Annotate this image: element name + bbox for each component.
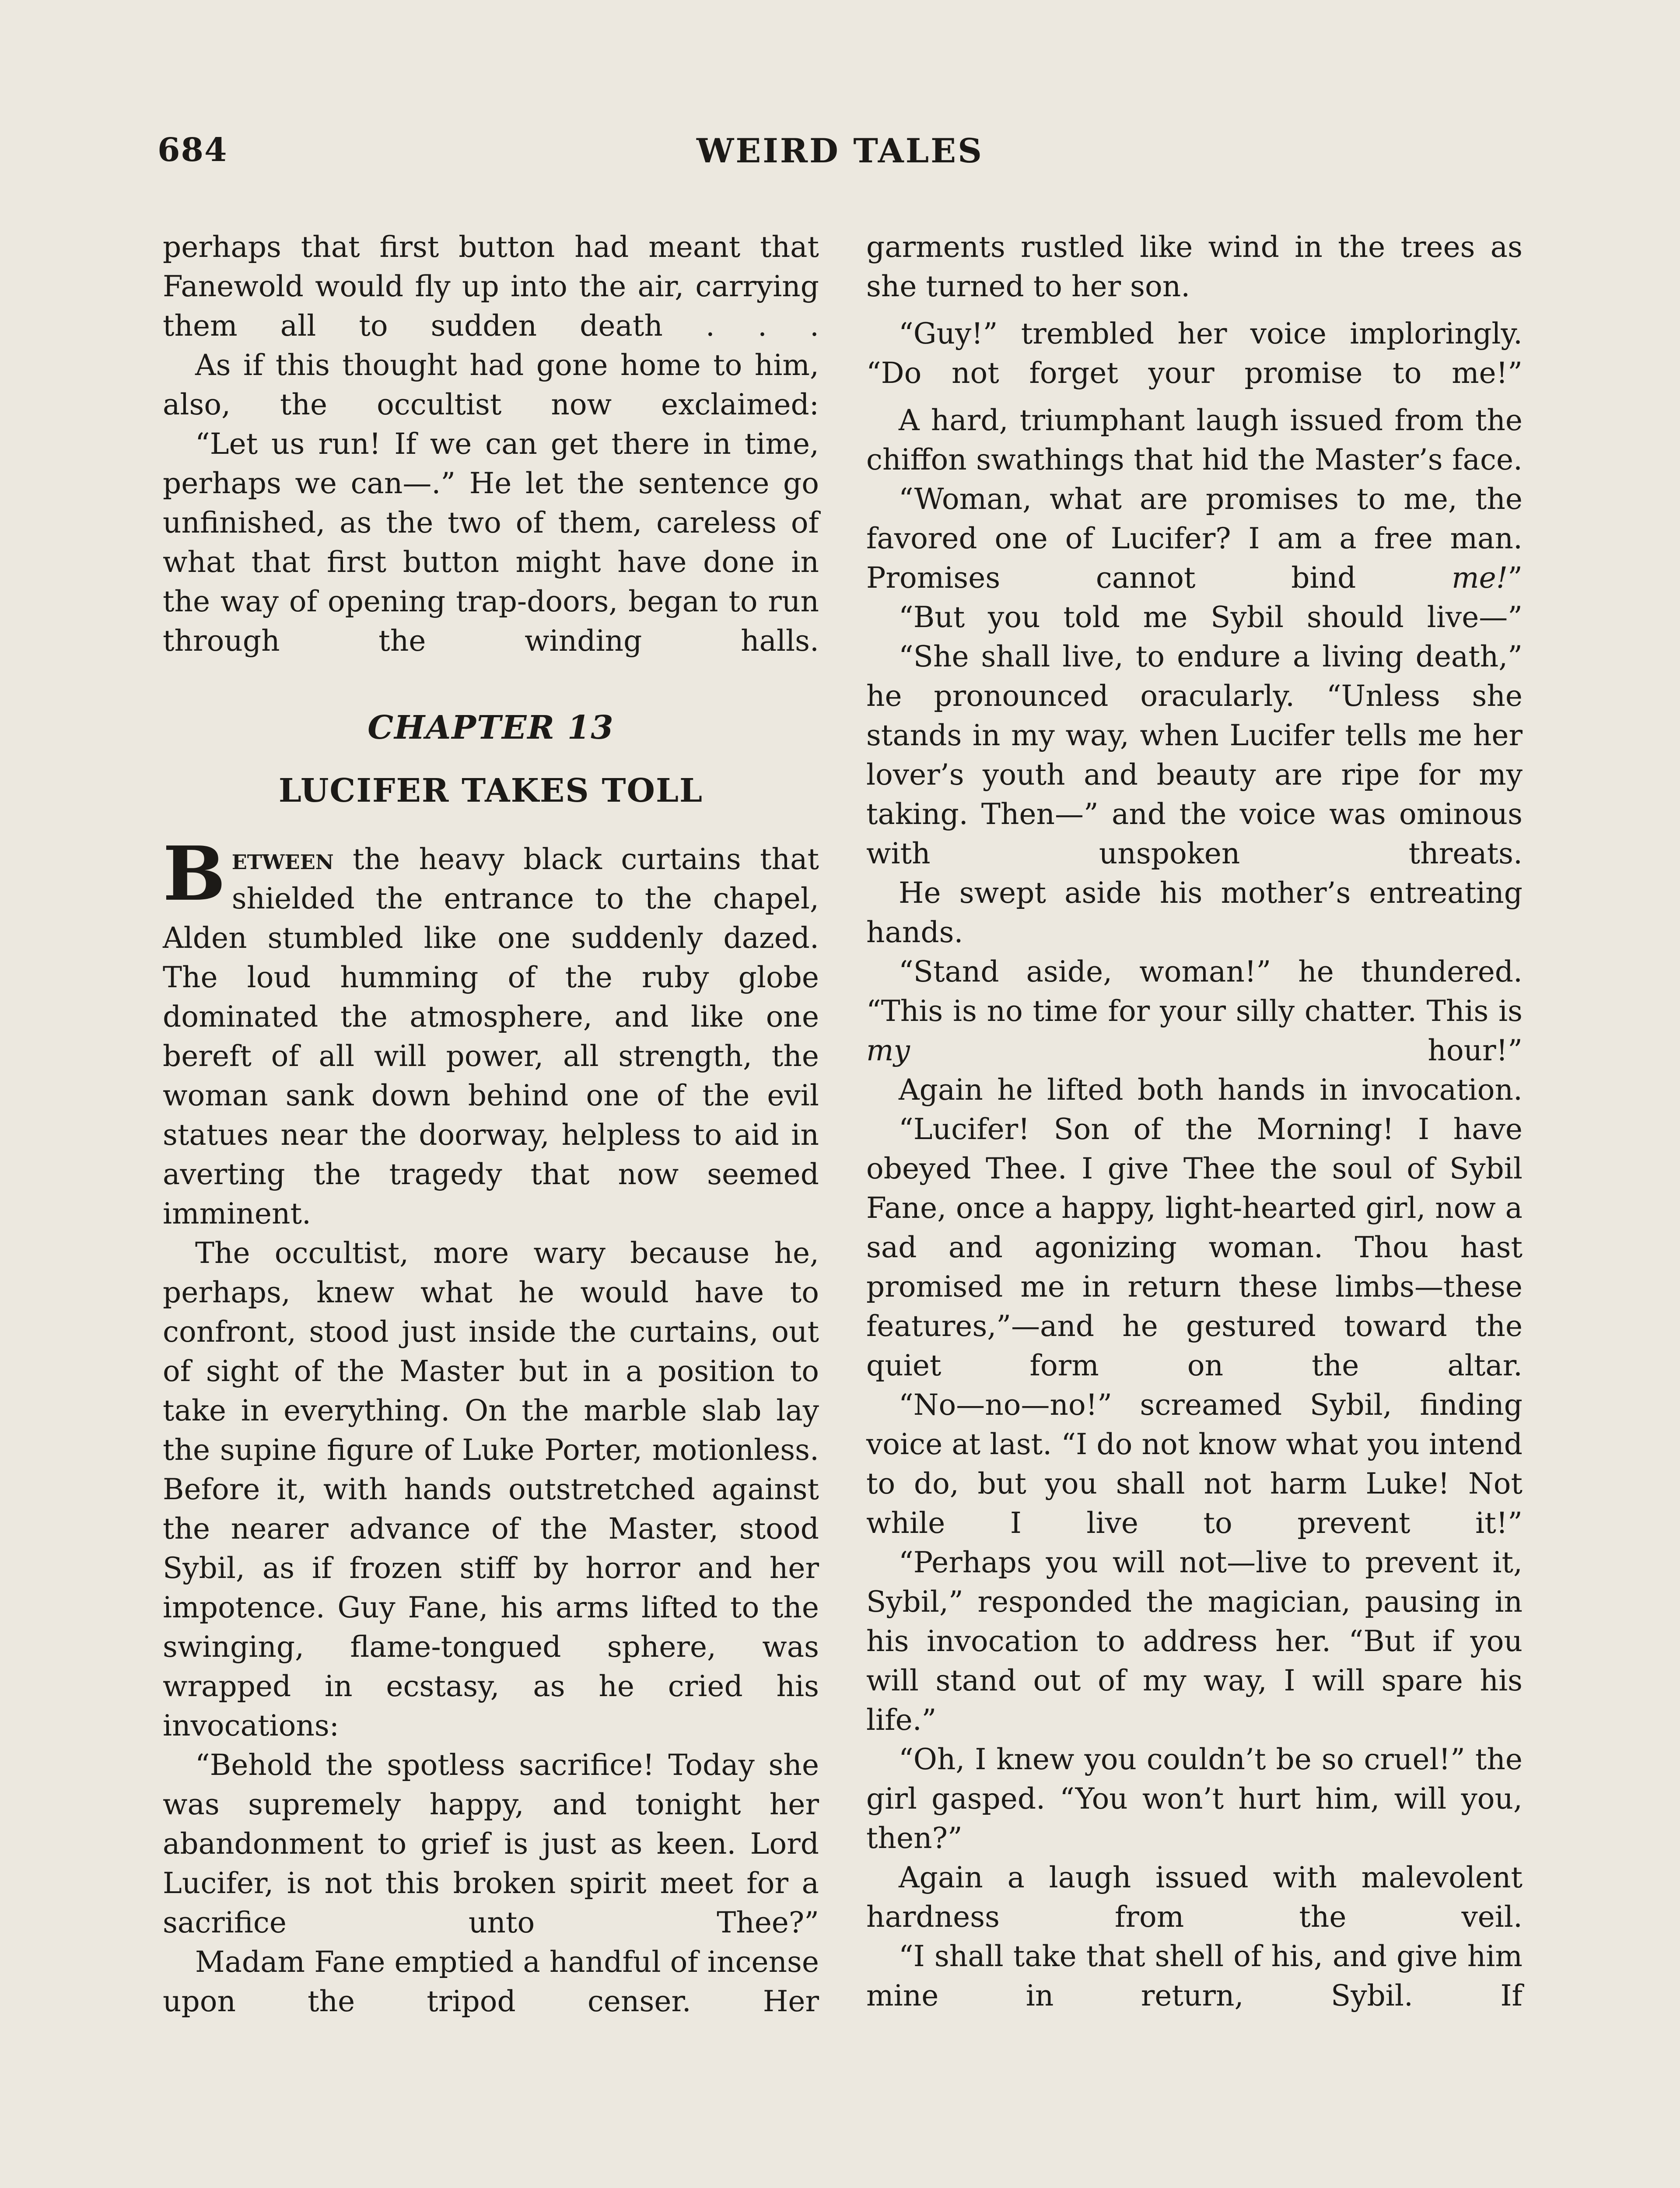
paragraph: A hard, triumphant laugh issued from the chiffon swathings that hid the Master’s face. xyxy=(866,403,1522,477)
paragraph-text: “Woman, what are promises to me, the favored one of Lucifer? I am a free man. Promises cannot bind xyxy=(866,482,1522,595)
right-column xyxy=(866,228,1522,2016)
small-caps-lead: etween xyxy=(231,842,334,876)
paragraph: “Guy!” trembled her voice imploringly. “Do not forget your promise to me!” xyxy=(866,317,1522,390)
paragraph: Again he lifted both hands in invocation. xyxy=(899,1073,1522,1107)
paragraph: “Oh, I knew you couldn’t be so cruel!” the girl gasped. “You won’t hurt him, will you, then?” xyxy=(866,1743,1522,1855)
paragraph: He swept aside his mother’s entreating hands. xyxy=(866,876,1522,949)
paragraph-text: hour!” xyxy=(910,1034,1522,1067)
paragraph xyxy=(866,952,1522,1070)
running-head: WEIRD TALES xyxy=(696,131,984,170)
opening-paragraph xyxy=(163,830,819,1234)
chapter-heading: CHAPTER 13 xyxy=(368,709,614,747)
drop-cap: B xyxy=(163,830,226,918)
paragraph: “Lucifer! Son of the Morning! I have obeyed Thee. I give Thee the soul of Sybil Fane, once a happy, light-hearted girl, now a sad and agonizing woman. Thou hast promised me in return these limbs—these features,”—and he gestured toward the quiet form on the altar. xyxy=(866,1112,1522,1382)
paragraph: “Behold the spotless sacrifice! Today she was supremely happy, and tonight her abandonment to grief is just as keen. Lord Lucifer, is not this broken spirit meet for a sacrifice unto Thee?” xyxy=(163,1748,819,1939)
paragraph-text: “Stand aside, woman!” he thundered. “This is no time for your silly chatter. This is xyxy=(866,955,1522,1028)
paragraph xyxy=(866,480,1522,598)
paragraph: As if this thought had gone home to him, also, the occultist now exclaimed: xyxy=(163,348,819,421)
left-column xyxy=(163,228,819,2021)
paragraph: garments rustled like wind in the trees as she turned to her son. xyxy=(866,230,1522,303)
paragraph: “Let us run! If we can get there in time, perhaps we can—.” He let the sentence go unfinished, as the two of them, careless of what that first button might have done in the way of opening trap-doors, began to run through the winding halls. xyxy=(163,427,819,658)
paragraph-text: the heavy black curtains that shielded the entrance to the chapel, Alden stumbled like one suddenly dazed. The loud humming of the ruby globe dominated the atmosphere, and like one bereft of all will power, all strength, the woman sank down behind one of the evil statues near the doorway, helpless to aid in averting the tragedy that now seemed imminent. xyxy=(163,842,819,1231)
paragraph: perhaps that first button had meant that Fanewold would fly up into the air, carrying them all to sudden death . . . xyxy=(163,230,819,343)
paragraph: Madam Fane emptied a handful of incense upon the tripod censer. Her xyxy=(163,1945,819,2018)
paragraph: “Perhaps you will not—live to prevent it, Sybil,” responded the magician, pausing in his invocation to address her. “But if you will stand out of my way, I will spare his life.” xyxy=(866,1546,1522,1737)
paragraph-text: ” xyxy=(1508,561,1522,595)
paragraph: “But you told me Sybil should live—” xyxy=(899,600,1522,634)
paragraph: “I shall take that shell of his, and give him mine in return, Sybil. If xyxy=(866,1939,1522,2013)
paragraph: “No—no—no!” screamed Sybil, finding voice at last. “I do not know what you intend to do, but you shall not harm Luke! Not while I live to prevent it!” xyxy=(866,1388,1522,1540)
paragraph: Again a laugh issued with malevolent hardness from the veil. xyxy=(866,1861,1522,1934)
chapter-title: LUCIFER TAKES TOLL xyxy=(278,772,704,810)
page-number: 684 xyxy=(158,131,228,169)
emphasis: my xyxy=(866,1034,910,1067)
paragraph: The occultist, more wary because he, perhaps, knew what he would have to confront, stood just inside the curtains, out of sight of the Master but in a position to take in everything. On the marble slab lay the supine figure of Luke Porter, motionless. Before it, with hands outstretched against the nearer advance of the Master, stood Sybil, as if frozen stiff by horror and her impotence. Guy Fane, his arms lifted to the swinging, flame-tongued sphere, was wrapped in ecstasy, as he cried his invocations: xyxy=(163,1236,819,1743)
paragraph: “She shall live, to endure a living death,” he pronounced oracularly. “Unless she stands in my way, when Lucifer tells me her lover’s youth and beauty are ripe for my taking. Then—” and the voice was ominous with unspoken threats. xyxy=(866,640,1522,870)
emphasis: me! xyxy=(1452,561,1508,595)
